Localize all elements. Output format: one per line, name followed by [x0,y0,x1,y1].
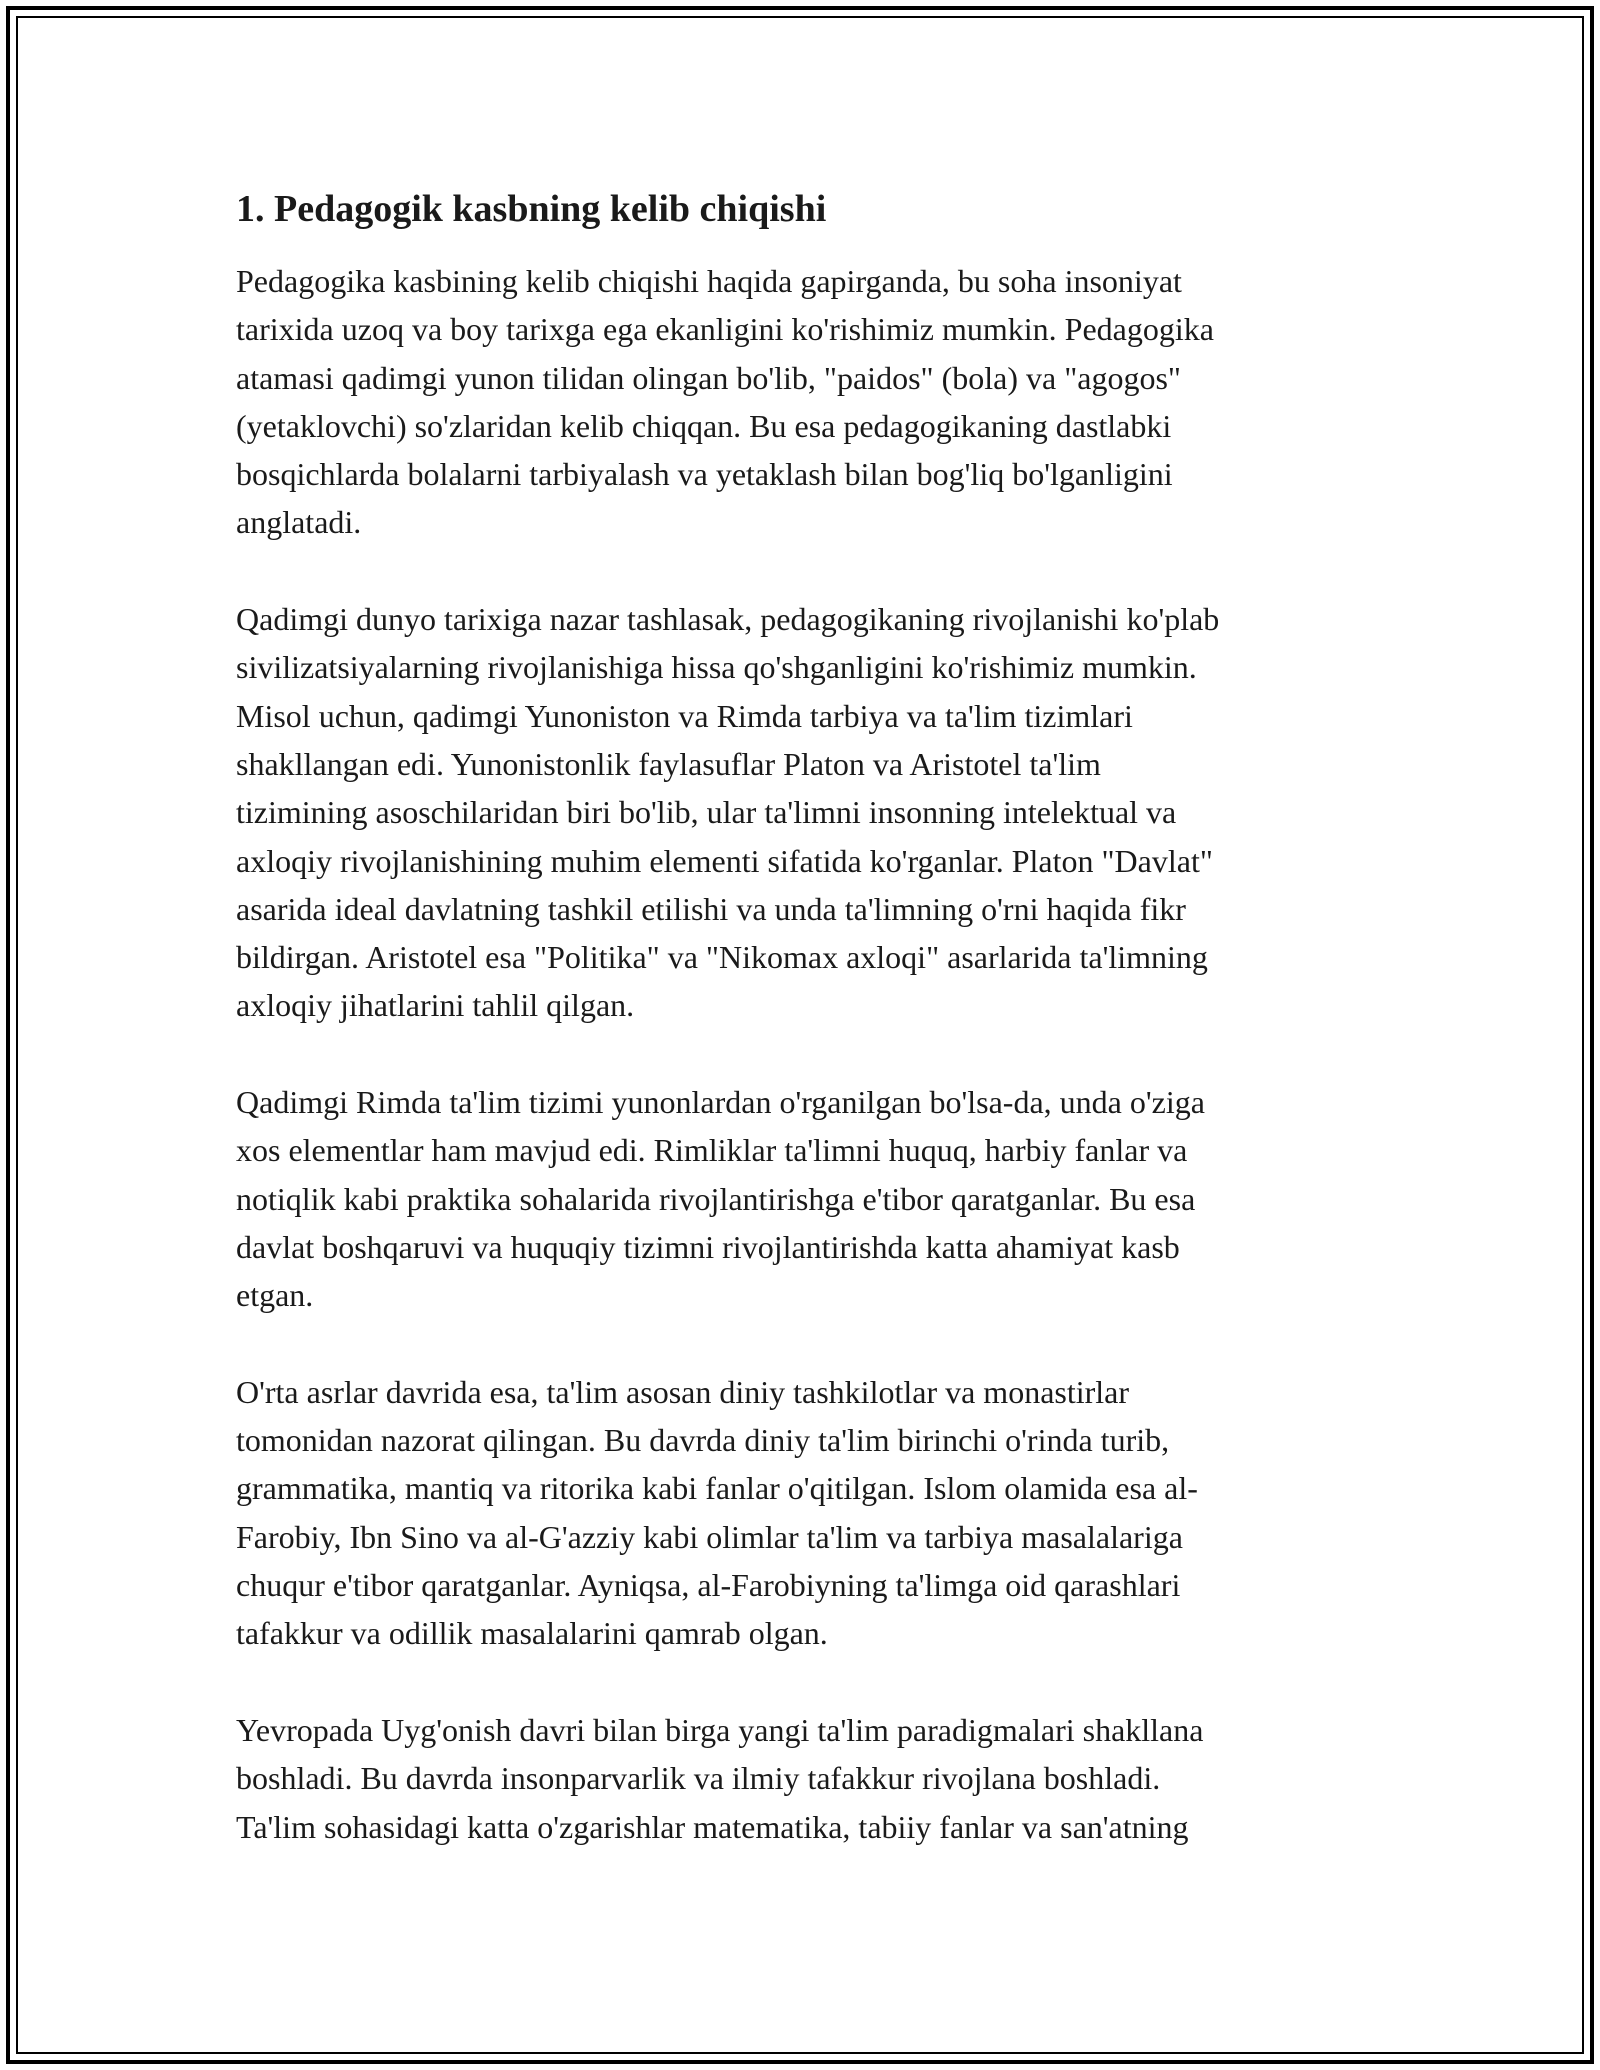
paragraph-2 [236,595,1376,1030]
text-line: Qadimgi dunyo tarixiga nazar tashlasak, pedagogikaning rivojlanishi ko'plab [236,601,1220,638]
paragraph-3 [236,1078,1376,1319]
text-line: Ta'lim sohasidagi katta o'zgarishlar matematika, tabiiy fanlar va san'atning [236,1808,1189,1845]
text-line: grammatika, mantiq va ritorika kabi fanlar o'qitilgan. Islom olamida esa al- [236,1470,1198,1507]
text-line: etgan. [236,1277,314,1314]
text-line: notiqlik kabi praktika sohalarida rivojlantirishga e'tibor qaratganlar. Bu esa [236,1180,1196,1217]
text-line: Farobiy, Ibn Sino va al-G'azziy kabi olimlar ta'lim va tarbiya masalalariga [236,1518,1183,1555]
text-line: O'rta asrlar davrida esa, ta'lim asosan diniy tashkilotlar va monastirlar [236,1373,1130,1410]
paragraph-5 [236,1706,1376,1851]
text-line: bosqichlarda bolalarni tarbiyalash va yetaklash bilan bog'liq bo'lganligini [236,456,1173,493]
paragraph-1 [236,257,1376,547]
text-line: shakllangan edi. Yunonistonlik faylasuflar Platon va Aristotel ta'lim [236,745,1101,782]
text-line: boshladi. Bu davrda insonparvarlik va ilmiy tafakkur rivojlana boshladi. [236,1760,1161,1797]
text-line: axloqiy rivojlanishining muhim elementi sifatida ko'rganlar. Platon "Davlat" [236,842,1213,879]
text-line: chuqur e'tibor qaratganlar. Ayniqsa, al-Farobiyning ta'limga oid qarashlari [236,1567,1181,1604]
paragraph-4 [236,1368,1376,1658]
text-line: atamasi qadimgi yunon tilidan olingan bo'lib, "paidos" (bola) va "agogos" [236,359,1181,396]
text-line: Yevropada Uyg'onish davri bilan birga yangi ta'lim paradigmalari shakllana [236,1711,1204,1748]
paragraph-list [236,257,1376,1851]
text-line: bildirgan. Aristotel esa "Politika" va "Nikomax axloqi" asarlarida ta'limning [236,939,1208,976]
text-line: anglatadi. [236,504,362,541]
text-line: tafakkur va odillik masalalarini qamrab olgan. [236,1615,828,1652]
text-line: Qadimgi Rimda ta'lim tizimi yunonlardan o'rganilgan bo'lsa-da, unda o'ziga [236,1084,1205,1121]
text-line: tomonidan nazorat qilingan. Bu davrda diniy ta'lim birinchi o'rinda turib, [236,1422,1170,1459]
section-heading: 1. Pedagogik kasbning kelib chiqishi [236,188,827,230]
document-body [236,185,1376,1899]
text-line: (yetaklovchi) so'zlaridan kelib chiqqan. Bu esa pedagogikaning dastlabki [236,407,1172,444]
text-line: sivilizatsiyalarning rivojlanishiga hissa qo'shganligini ko'rishimiz mumkin. [236,649,1197,686]
text-line: asarida ideal davlatning tashkil etilishi va unda ta'limning o'rni haqida fikr [236,890,1186,927]
text-line: davlat boshqaruvi va huquqiy tizimni rivojlantirishda katta ahamiyat kasb [236,1228,1180,1265]
text-line: tarixida uzoq va boy tarixga ega ekanligini ko'rishimiz mumkin. Pedagogika [236,311,1214,348]
text-line: tizimining asoschilaridan biri bo'lib, ular ta'limni insonning intelektual va [236,794,1177,831]
text-line: axloqiy jihatlarini tahlil qilgan. [236,987,635,1024]
text-line: xos elementlar ham mavjud edi. Rimliklar ta'limni huquq, harbiy fanlar va [236,1132,1188,1169]
text-line: Misol uchun, qadimgi Yunoniston va Rimda tarbiya va ta'lim tizimlari [236,697,1133,734]
text-line: Pedagogika kasbining kelib chiqishi haqida gapirganda, bu soha insoniyat [236,263,1182,299]
